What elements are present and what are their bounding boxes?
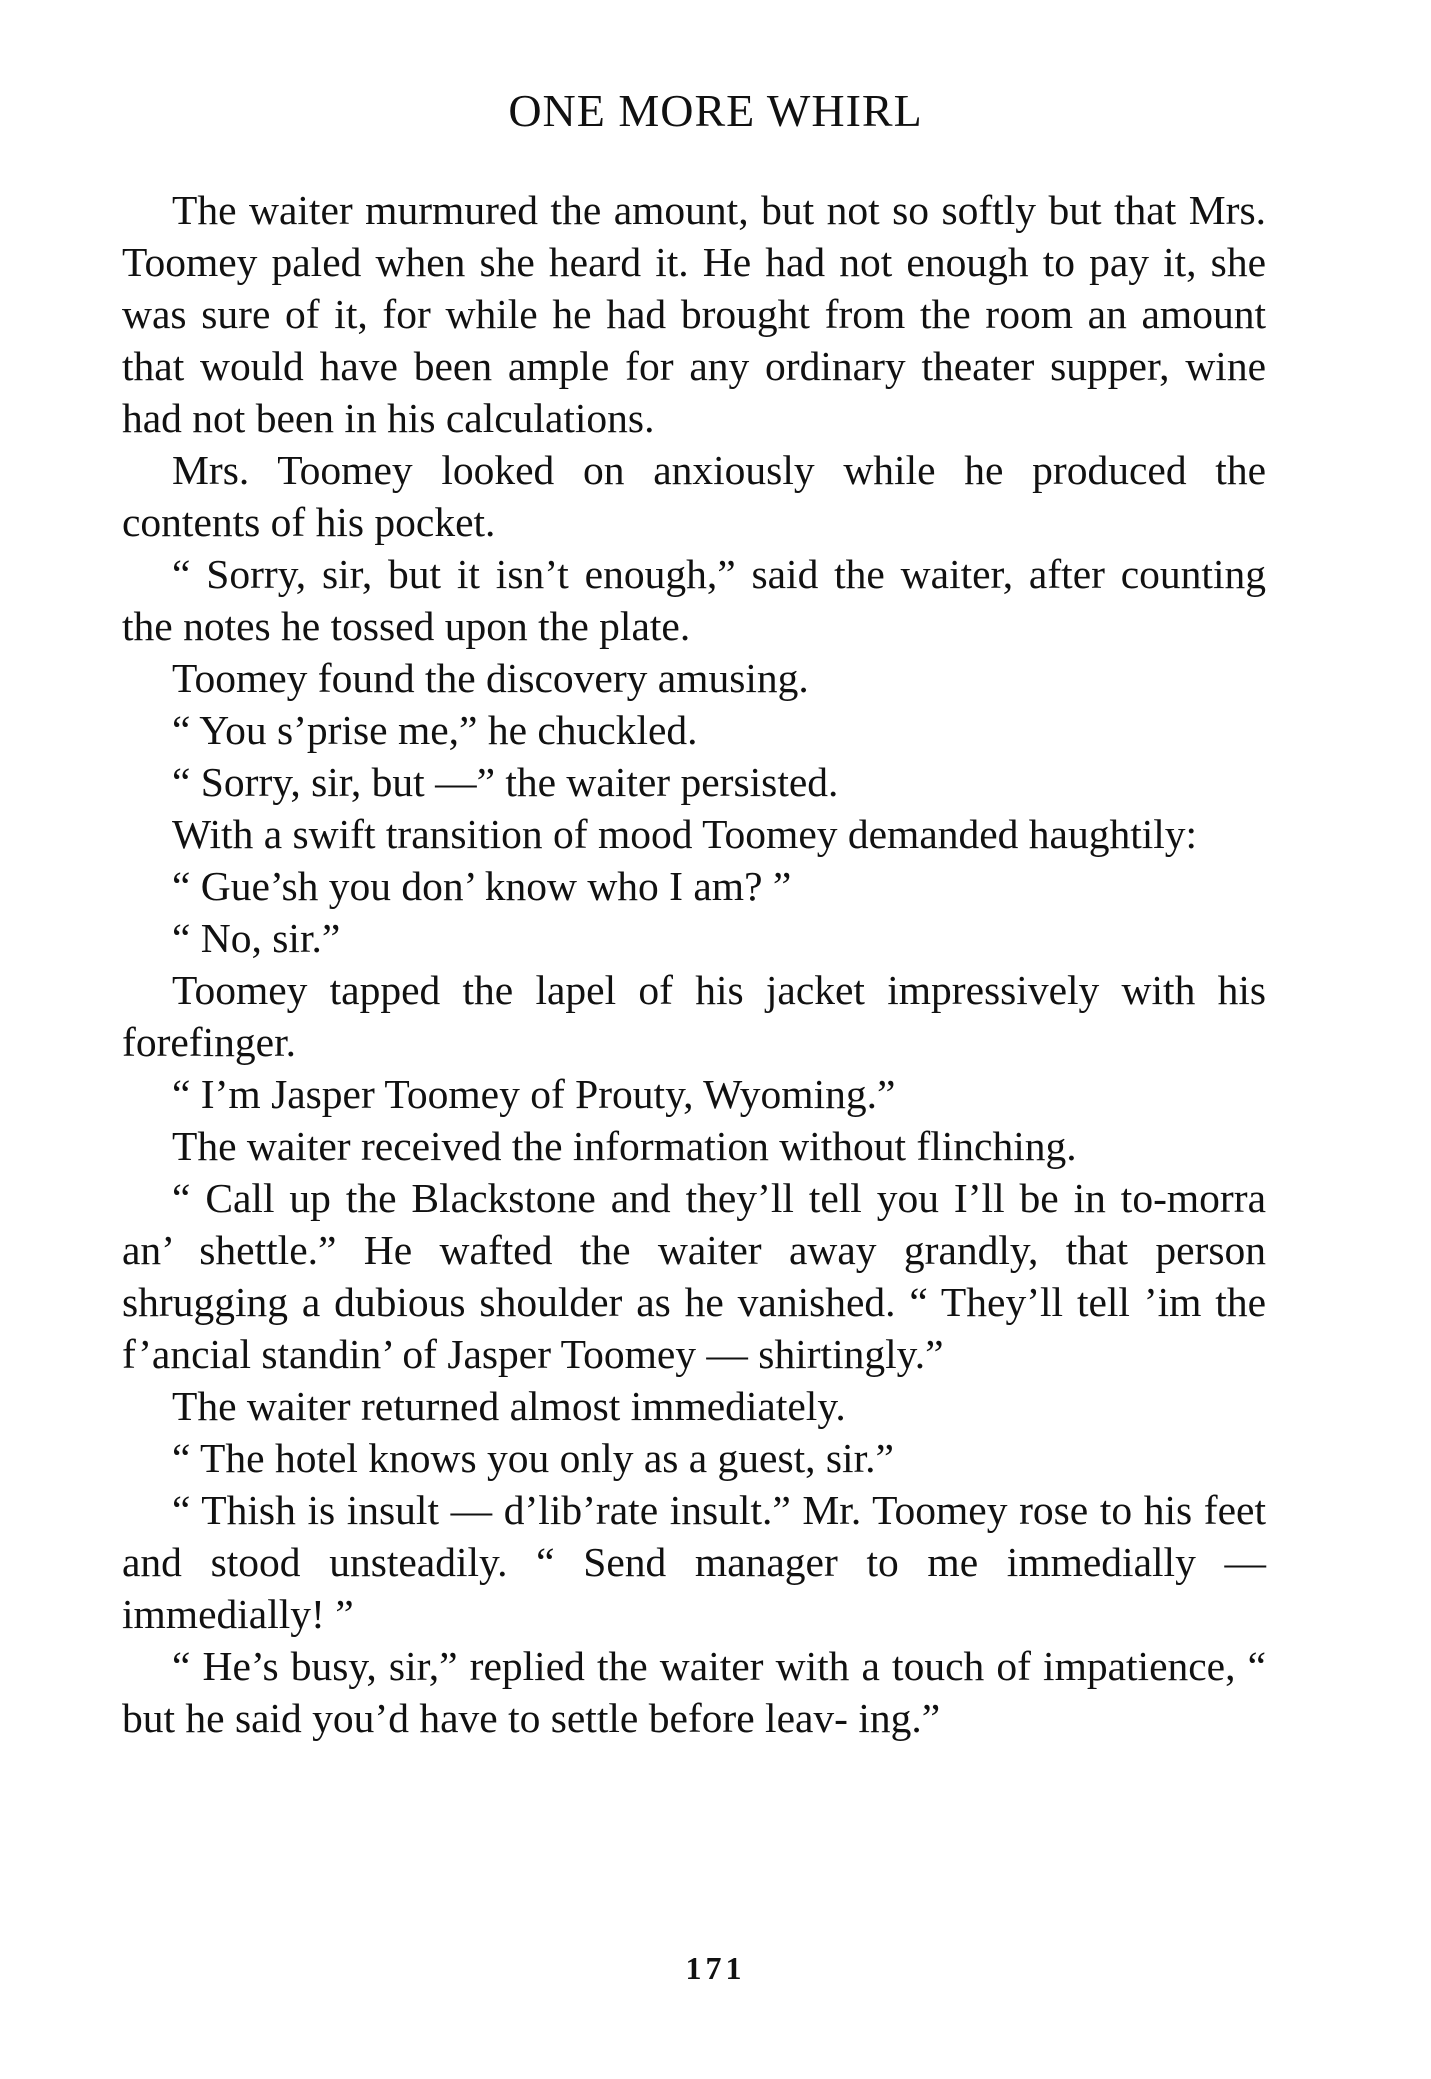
paragraph: With a swift transition of mood Toomey demanded haughtily:: [172, 811, 1198, 857]
paragraph: Mrs. Toomey looked on anxiously while he produced the contents of his pocket.: [122, 447, 1266, 545]
page-number: 171: [685, 1950, 746, 1986]
paragraph: “ Sorry, sir, but —” the waiter persisted.: [172, 759, 839, 805]
paragraph: “ Call up the Blackstone and they’ll tell you I’ll be in to-morra an’ shettle.” He wafted the waiter away grandly, that person shrugging a dubious shoulder as he vanished. “ They’ll tell ’im the f’ancial standin’ of Jasper Toomey — shirtingly.”: [122, 1175, 1266, 1377]
paragraph: “ You s’prise me,” he chuckled.: [172, 707, 698, 753]
paragraph: “ He’s busy, sir,” replied the waiter with a touch of impatience, “ but he said you’d have to settle before leav- ing.”: [122, 1643, 1266, 1741]
paragraph: The waiter returned almost immediately.: [172, 1383, 846, 1429]
body-text: [122, 184, 1266, 1744]
paragraph: Toomey found the discovery amusing.: [172, 655, 809, 701]
paragraph: “ Gue’sh you don’ know who I am? ”: [172, 863, 792, 909]
paragraph: “ No, sir.”: [172, 915, 341, 961]
paragraph: “ Sorry, sir, but it isn’t enough,” said the waiter, after counting the notes he tossed upon the plate.: [122, 551, 1266, 649]
paragraph: The waiter murmured the amount, but not so softly but that Mrs. Toomey paled when she heard it. He had not enough to pay it, she was sure of it, for while he had brought from the room an amount that would have been ample for any ordinary theater supper, wine had not been in his calculations.: [122, 187, 1266, 441]
paragraph: The waiter received the information without flinching.: [172, 1123, 1077, 1169]
running-head: ONE MORE WHIRL: [508, 85, 923, 136]
paragraph: “ The hotel knows you only as a guest, sir.”: [172, 1435, 894, 1481]
paragraph: Toomey tapped the lapel of his jacket impressively with his forefinger.: [122, 967, 1266, 1065]
paragraph: “ Thish is insult — d’lib’rate insult.” Mr. Toomey rose to his feet and stood unsteadily. “ Send manager to me immedially — immedially! ”: [122, 1487, 1266, 1637]
paragraph: “ I’m Jasper Toomey of Prouty, Wyoming.”: [172, 1071, 896, 1117]
